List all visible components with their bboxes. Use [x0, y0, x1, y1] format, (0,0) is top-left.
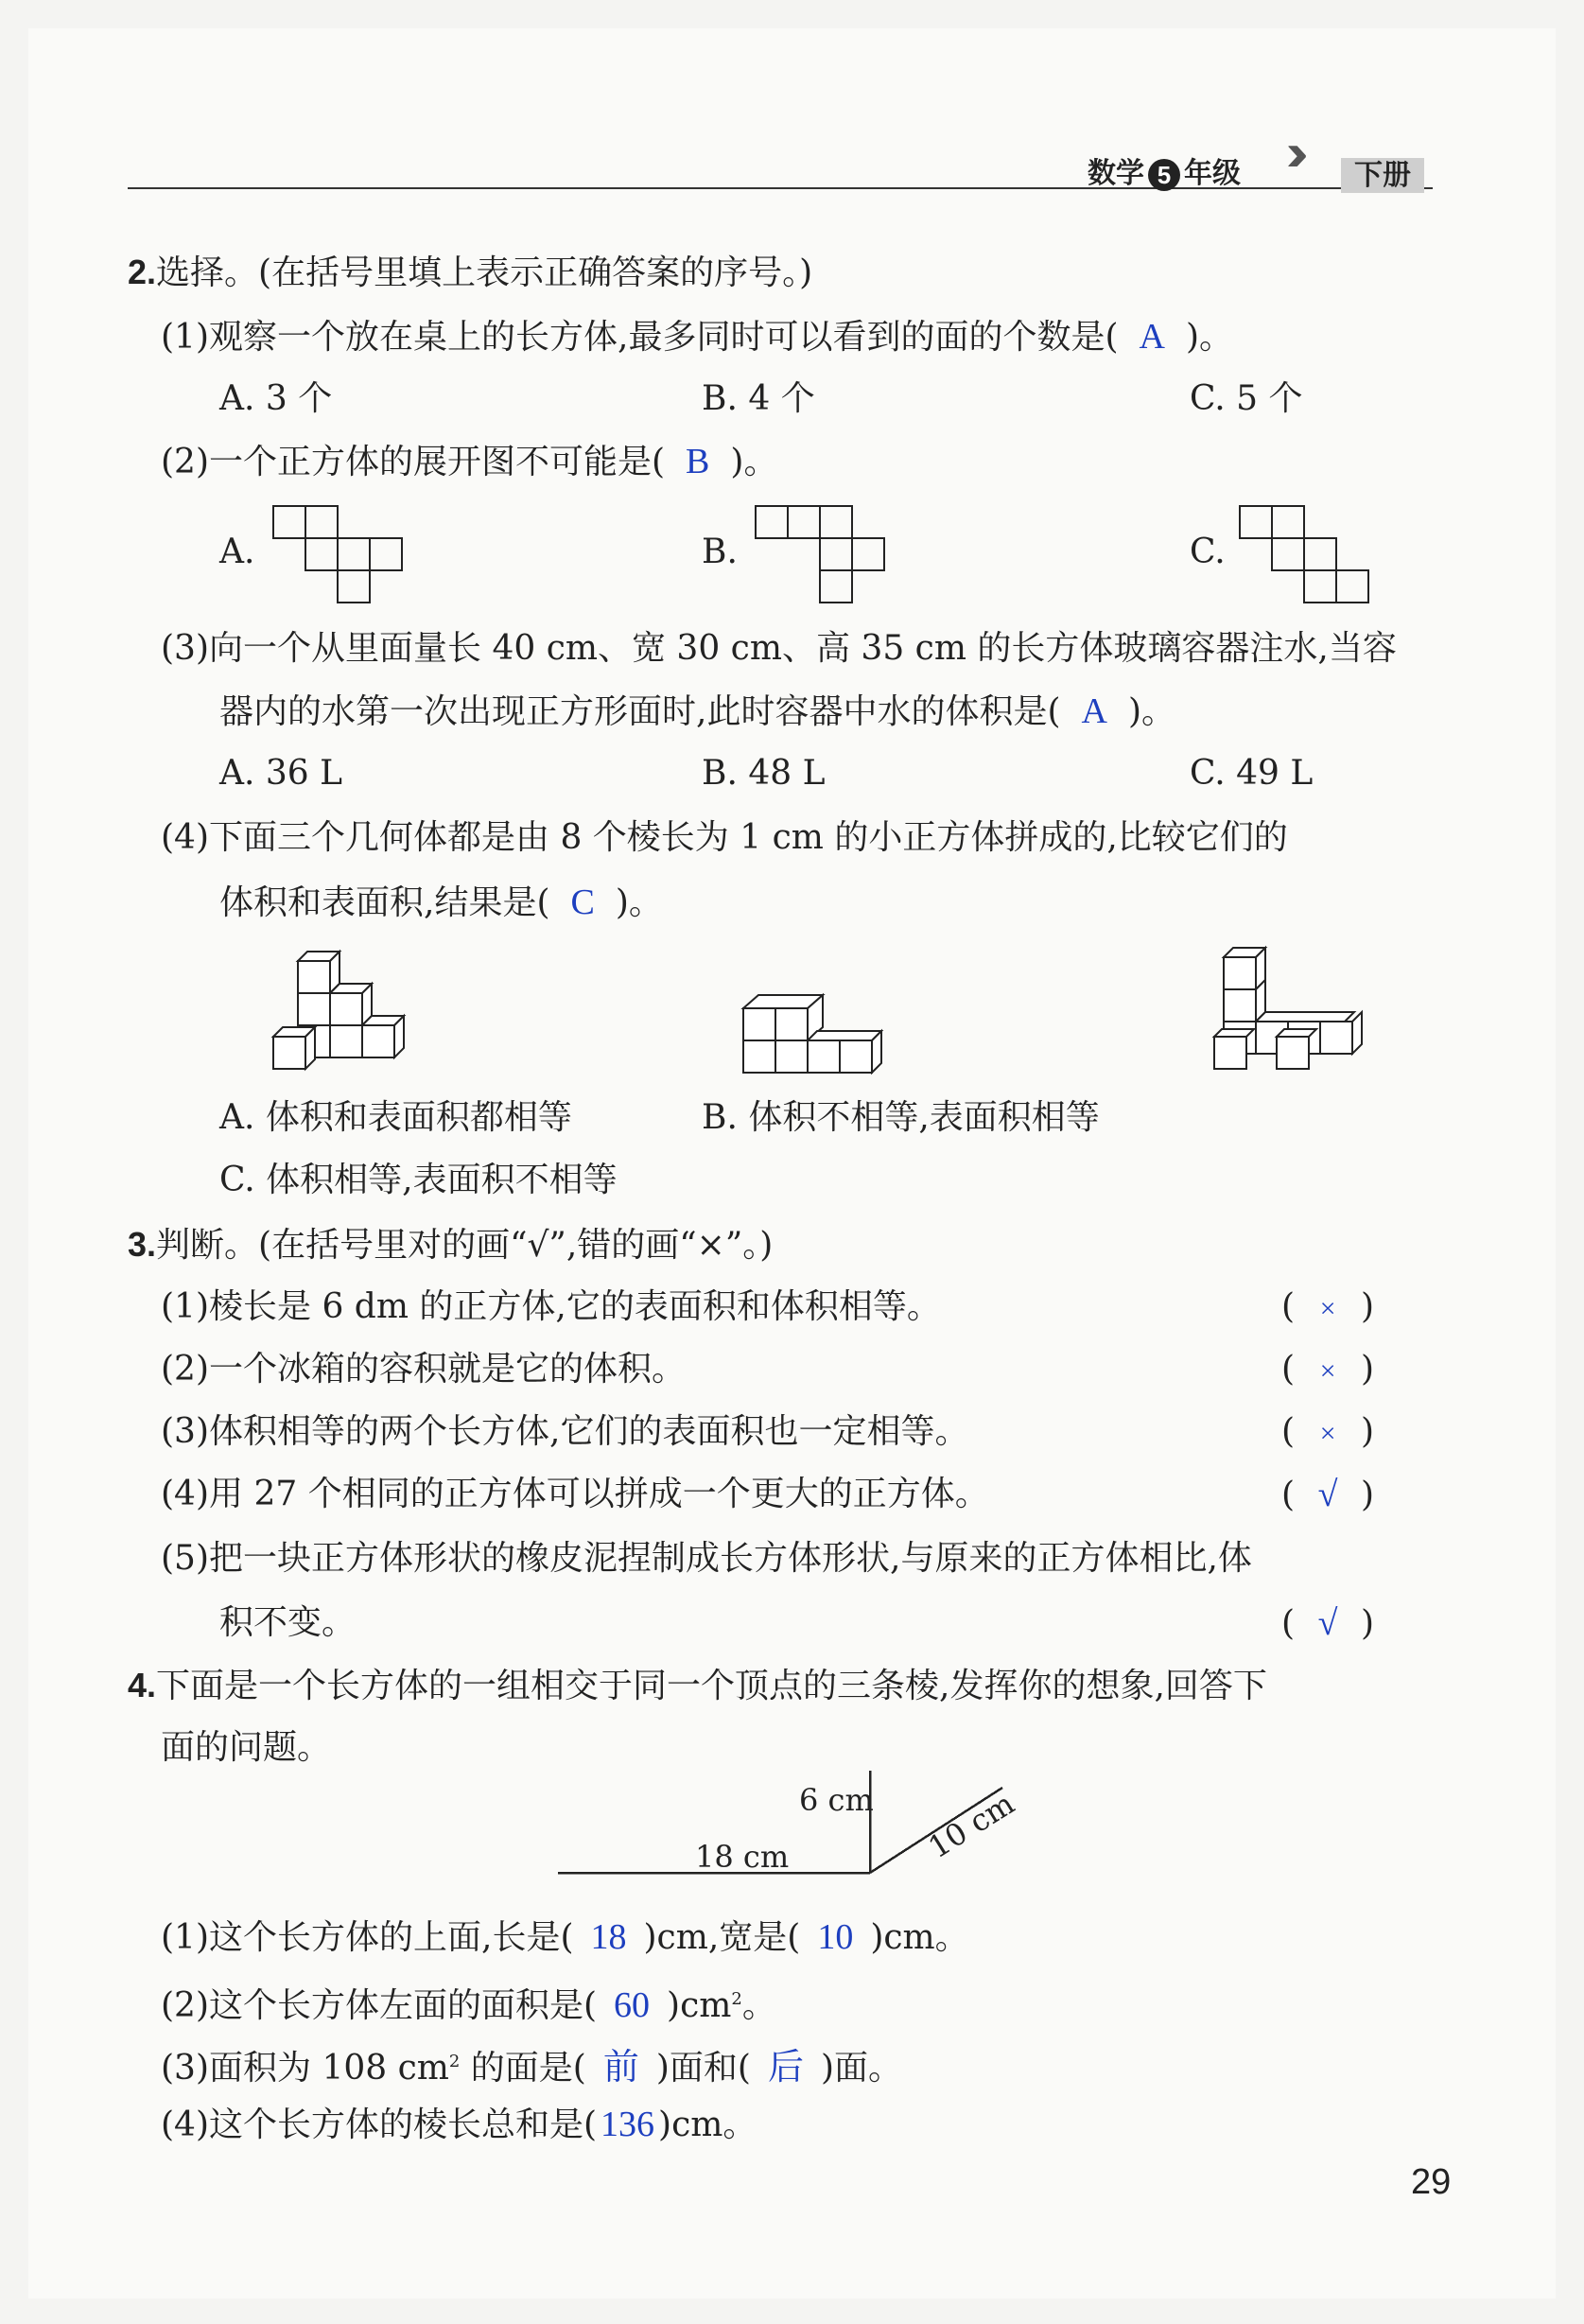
q4-line1-text: 下面是一个长方体的一组相交于同一个顶点的三条棱,发挥你的想象,回答下: [156, 1667, 1267, 1705]
q4-s4: [161, 2104, 757, 2146]
q4-s1: [161, 1916, 969, 1959]
q2-p1-option-c: C. 5 个: [1190, 379, 1303, 418]
q2-p4-line1: (4)下面三个几何体都是由 8 个棱长为 1 cm 的小正方体拼成的,比较它们的: [161, 818, 1288, 857]
q2-p1-stem-text: (1)观察一个放在桌上的长方体,最多同时可以看到的面的个数是(: [161, 318, 1119, 357]
q2-p4-line2: [219, 882, 663, 924]
q4-line2: 面的问题。: [161, 1728, 332, 1767]
paren-open: (: [1281, 1350, 1296, 1389]
cube-solid-b: [740, 970, 900, 1075]
grade-number-badge: 5: [1148, 159, 1180, 191]
q2-p1-option-a: A. 3 个: [219, 379, 333, 418]
q4-s2-text: (2)这个长方体左面的面积是(: [161, 1986, 598, 2025]
q3-number: 3.: [128, 1225, 157, 1264]
cube-net-a: [272, 505, 405, 605]
q3-item-3-answer: ×: [1319, 1418, 1336, 1449]
paren-close: ): [1361, 1604, 1375, 1643]
q3-item-1-answer: ×: [1319, 1293, 1336, 1324]
q3-item-4: (4)用 27 个相同的正方体可以拼成一个更大的正方体。: [161, 1475, 989, 1513]
q4-s4-text: (4)这个长方体的棱长总和是(: [161, 2106, 598, 2144]
q4-s2-sup: 2: [731, 1989, 742, 2009]
q3-item-2-paren: [1281, 1349, 1374, 1392]
q4-number: 4.: [128, 1666, 157, 1704]
q4-s1-answer-length: 18: [590, 1917, 627, 1957]
paren-close: ): [1361, 1287, 1375, 1326]
q3-item-5-line1: (5)把一块正方体形状的橡皮泥捏制成长方体形状,与原来的正方体相比,体: [161, 1539, 1252, 1578]
q4-s3: [161, 2041, 902, 2089]
q2-p2-stem: [161, 441, 777, 483]
q4-s1-answer-width: 10: [817, 1917, 854, 1957]
cube-net-c: [1239, 505, 1371, 605]
q2-p4-option-b: B. 体积不相等,表面积相等: [702, 1098, 1100, 1137]
q4-line1: [128, 1665, 1267, 1707]
q2-p2-label-c: C.: [1190, 533, 1226, 571]
q2-p4-line2-end: )。: [615, 883, 663, 922]
q4-s2: [161, 1979, 776, 2027]
q4-s3-answer-2: 后: [767, 2048, 804, 2088]
q2-p1-stem: [161, 316, 1233, 358]
volume-label: 下册: [1341, 158, 1424, 193]
q2-p2-answer: B: [686, 442, 710, 481]
q2-p3-option-a: A. 36 L: [219, 754, 343, 793]
q2-title: [128, 252, 812, 294]
q3-item-1: (1)棱长是 6 dm 的正方体,它的表面积和体积相等。: [161, 1287, 941, 1326]
q2-p4-option-a: A. 体积和表面积都相等: [219, 1098, 572, 1137]
paren-open: (: [1281, 1604, 1296, 1643]
q4-s3-sup: 2: [448, 2052, 461, 2071]
width-label: 10 cm: [922, 1785, 1021, 1866]
q4-s3-mid: )面和(: [655, 2049, 751, 2088]
q3-item-5-line2: 积不变。: [219, 1603, 357, 1642]
q4-s1-end: )cm。: [870, 1918, 969, 1957]
q4-s2-answer: 60: [614, 1985, 651, 2025]
q3-item-2: (2)一个冰箱的容积就是它的体积。: [161, 1350, 686, 1389]
q2-p3-line1: (3)向一个从里面量长 40 cm、宽 30 cm、高 35 cm 的长方体玻璃容器注水,当容: [161, 629, 1397, 668]
q3-item-1-paren: [1281, 1286, 1374, 1330]
paren-close: ): [1361, 1350, 1375, 1389]
paren-close: ): [1361, 1476, 1375, 1514]
length-label: 18 cm: [695, 1839, 790, 1875]
q2-p3-line2-end: )。: [1127, 692, 1175, 731]
q3-title-text: 判断。(在括号里对的画“√”,错的画“×”。): [156, 1226, 774, 1265]
cube-solid-c: [1210, 942, 1371, 1084]
q4-s3-text: (3)面积为 108 cm: [161, 2049, 449, 2088]
q3-item-5-paren: [1281, 1602, 1374, 1645]
q2-p3-line2: [219, 690, 1175, 733]
height-label: 6 cm: [799, 1782, 874, 1818]
q4-s3-end: )面。: [820, 2049, 903, 2088]
q2-p3-line2-text: 器内的水第一次出现正方形面时,此时容器中水的体积是(: [219, 692, 1061, 731]
q3-item-4-answer: √: [1317, 1475, 1338, 1514]
q2-p4-line2-text: 体积和表面积,结果是(: [219, 883, 550, 922]
q2-p2-label-b: B.: [702, 533, 738, 571]
q2-p3-answer: A: [1081, 691, 1107, 731]
q4-s1-mid: )cm,宽是(: [643, 1918, 801, 1957]
q4-s3-answer-1: 前: [602, 2048, 639, 2088]
q2-p1-option-b: B. 4 个: [702, 379, 815, 418]
q4-s3-mid0: 的面是(: [460, 2049, 586, 2088]
q2-p4-answer: C: [570, 882, 595, 922]
q2-p3-option-c: C. 49 L: [1190, 754, 1314, 793]
q4-s1-text: (1)这个长方体的上面,长是(: [161, 1918, 574, 1957]
cube-net-b: [755, 505, 887, 605]
q3-item-3-paren: [1281, 1411, 1374, 1455]
q2-p1-answer: A: [1139, 317, 1165, 357]
q2-number: 2.: [128, 253, 157, 291]
q2-p2-stem-text: (2)一个正方体的展开图不可能是(: [161, 443, 666, 481]
q4-s4-answer: 136: [601, 2105, 655, 2144]
q3-item-3: (3)体积相等的两个长方体,它们的表面积也一定相等。: [161, 1412, 969, 1451]
paren-open: (: [1281, 1412, 1296, 1451]
q2-p1-stem-end: )。: [1185, 318, 1233, 357]
q4-s2-end: 。: [741, 1986, 776, 2025]
q2-title-text: 选择。(在括号里填上表示正确答案的序号。): [156, 253, 813, 292]
q3-item-2-answer: ×: [1319, 1355, 1336, 1387]
q3-title: [128, 1224, 773, 1267]
cube-solid-a: [270, 946, 411, 1078]
q3-item-5-answer: √: [1317, 1603, 1338, 1643]
paren-close: ): [1361, 1412, 1375, 1451]
double-chevron-icon: ››: [1286, 122, 1296, 182]
q3-item-4-paren: [1281, 1474, 1374, 1516]
subject-label: 数学: [1088, 158, 1144, 189]
q2-p2-stem-end: )。: [730, 443, 778, 481]
page-number: 29: [1411, 2162, 1452, 2202]
paren-open: (: [1281, 1476, 1296, 1514]
grade-suffix: 年级: [1184, 158, 1241, 189]
q4-s4-end: )cm。: [658, 2106, 757, 2144]
q2-p3-option-b: B. 48 L: [702, 754, 826, 793]
q4-s2-unit: )cm: [667, 1986, 732, 2025]
header-subject-grade: [1088, 149, 1241, 191]
q2-p2-label-a: A.: [219, 533, 255, 571]
q2-p4-option-c: C. 体积相等,表面积不相等: [219, 1161, 618, 1199]
paren-open: (: [1281, 1287, 1296, 1326]
header-volume: [1341, 151, 1424, 193]
